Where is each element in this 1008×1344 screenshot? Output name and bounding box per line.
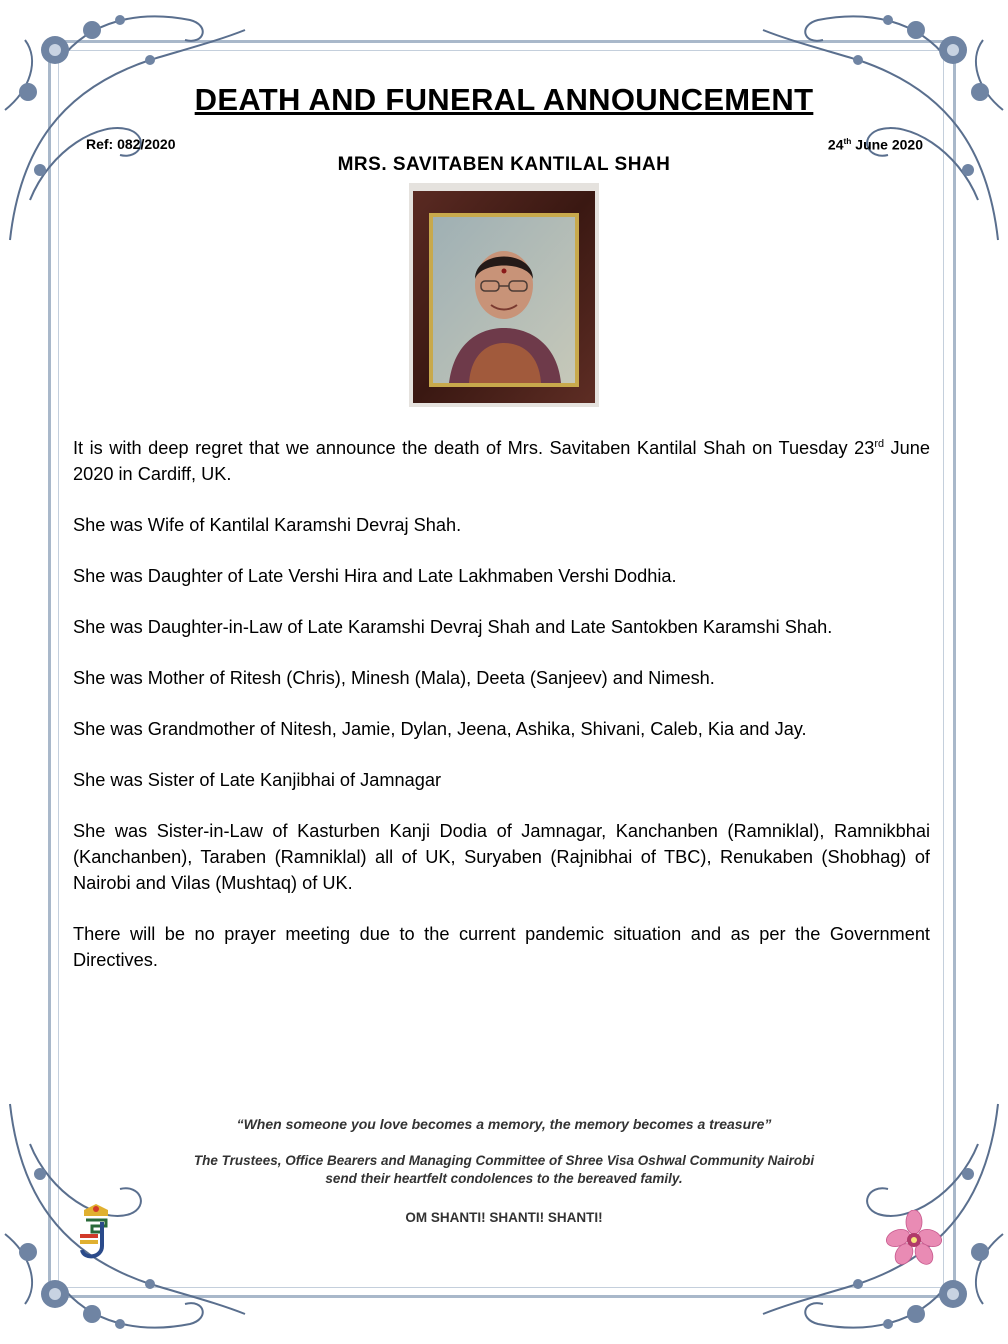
closing-prayer: OM SHANTI! SHANTI! SHANTI! xyxy=(405,1210,603,1225)
floral-ornament-top-left-icon xyxy=(0,0,250,250)
community-logo-icon xyxy=(76,1204,116,1262)
parents-paragraph: She was Daughter of Late Vershi Hira and Late Lakhmaben Vershi Dodhia. xyxy=(73,566,677,587)
portrait-photo xyxy=(409,183,599,407)
deceased-name: MRS. SAVITABEN KANTILAL SHAH xyxy=(337,154,671,175)
floral-ornament-top-right-icon xyxy=(758,0,1008,250)
spouse-paragraph: She was Wife of Kantilal Karamshi Devraj Shah. xyxy=(73,515,462,536)
sibling-paragraph: She was Sister of Late Kanjibhai of Jamnagar xyxy=(73,770,442,791)
siblings-in-law-paragraph: She was Sister-in-Law of Kasturben Kanji Dodia of Jamnagar, Kanchanben (Ramniklal), Ramnikbhai (Kanchanben), Taraben (Ramniklal) all of UK, Suryaben (Rajnibhai of TBC), Renukaben (Shobhag) of Nairobi and Vilas (Mushtaq) of UK. xyxy=(73,821,930,894)
condolence-line: send their heartfelt condolences to the bereaved family. xyxy=(325,1171,683,1186)
reference-number: Ref: 082/2020 xyxy=(86,136,176,152)
children-paragraph: She was Mother of Ritesh (Chris), Minesh (Mala), Deeta (Sanjeev) and Nimesh. xyxy=(73,668,715,689)
announcement-paragraph: It is with deep regret that we announce the death of Mrs. Savitaben Kantilal Shah on Tuesday 23rd June 2020 in Cardiff, UK. xyxy=(73,438,930,485)
in-laws-paragraph: She was Daughter-in-Law of Late Karamshi Devraj Shah and Late Santokben Karamshi Shah. xyxy=(73,617,833,638)
announcement-date: 24th June 2020 xyxy=(827,136,923,153)
condolence-message xyxy=(0,1152,1008,1188)
announcement-body xyxy=(73,431,930,998)
page-title: DEATH AND FUNERAL ANNOUNCEMENT xyxy=(194,82,814,117)
grandchildren-paragraph: She was Grandmother of Nitesh, Jamie, Dylan, Jeena, Ashika, Shivani, Caleb, Kia and Jay. xyxy=(73,719,807,740)
condolence-line: The Trustees, Office Bearers and Managing Committee of Shree Visa Oshwal Community Nairobi xyxy=(193,1153,815,1168)
orchid-flower-icon xyxy=(886,1210,942,1266)
prayer-meeting-paragraph: There will be no prayer meeting due to the current pandemic situation and as per the Government Directives. xyxy=(73,924,930,971)
memorial-quote: “When someone you love becomes a memory, the memory becomes a treasure” xyxy=(236,1116,772,1132)
